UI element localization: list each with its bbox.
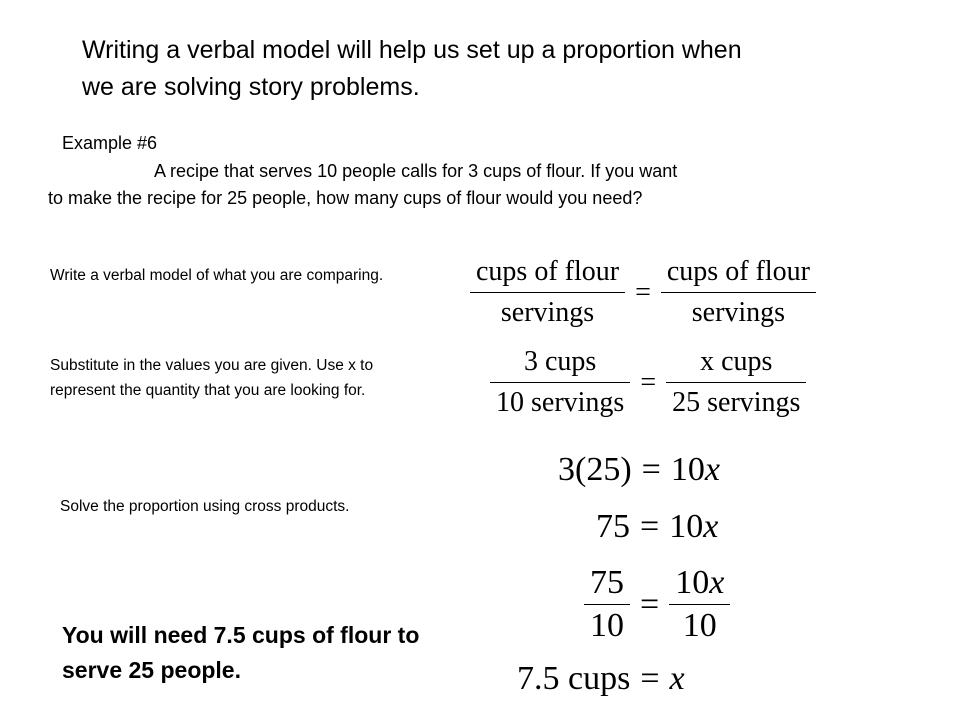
problem-line-2: to make the recipe for 25 people, how many cups of flour would you need? xyxy=(48,188,643,208)
numerator-coefficient: 10 xyxy=(675,564,710,601)
step-solve: Solve the proportion using cross products. xyxy=(60,498,350,515)
conclusion-answer: You will need 7.5 cups of flour to serve 25 people. xyxy=(62,622,420,683)
denominator: servings xyxy=(500,297,595,328)
equation-divide-both-sides xyxy=(584,565,730,644)
numerator: 3 cups xyxy=(524,346,597,377)
variable-x: x xyxy=(669,660,685,697)
variable-x: x xyxy=(709,564,725,601)
numerator: 75 xyxy=(590,564,624,601)
fraction-left xyxy=(584,565,630,644)
equals-sign: = xyxy=(641,451,661,488)
equation-right-coefficient: 10 xyxy=(670,451,705,488)
denominator: 10 xyxy=(590,607,624,644)
fraction-right xyxy=(666,345,806,420)
equation-left-side: 75 xyxy=(596,508,630,545)
numerator: cups of flour xyxy=(476,256,620,287)
equals-sign: = xyxy=(640,585,660,623)
equation-right-coefficient: 10 xyxy=(669,508,704,545)
fraction-left xyxy=(490,345,630,420)
fraction-right xyxy=(669,565,730,644)
denominator: servings xyxy=(691,297,786,328)
equals-sign: = xyxy=(635,276,651,308)
fraction-left xyxy=(470,255,625,330)
numerator xyxy=(669,565,730,604)
variable-x: x xyxy=(704,451,720,488)
variable-x: x xyxy=(703,508,719,545)
slide-title-line-2: we are solving story problems. xyxy=(82,73,420,101)
denominator: 25 servings xyxy=(672,387,801,418)
slide-title-line-1: Writing a verbal model will help us set up a proportion when xyxy=(82,36,742,64)
equals-sign: = xyxy=(640,366,657,398)
equals-sign: = xyxy=(640,660,660,697)
denominator: 10 servings xyxy=(496,387,625,418)
equation-left-side: 7.5 cups xyxy=(517,660,631,697)
step-verbal-model: Write a verbal model of what you are comparing. xyxy=(50,267,384,284)
equation-solution xyxy=(517,660,685,698)
equation-verbal-model xyxy=(470,255,816,330)
problem-line-1: A recipe that serves 10 people calls for 3 cups of flour. If you want xyxy=(154,161,678,181)
problem-statement xyxy=(48,158,888,212)
equation-simplified xyxy=(596,508,718,546)
equation-cross-products xyxy=(558,451,720,489)
denominator: 10 xyxy=(682,607,717,644)
slide-title xyxy=(82,32,882,106)
numerator: cups of flour xyxy=(666,256,810,287)
example-label: Example #6 xyxy=(62,133,158,153)
equation-substituted xyxy=(490,345,806,420)
step-substitute: Substitute in the values you are given. Use x to represent the quantity that you are looking for. xyxy=(50,357,374,399)
equation-left-side: 3(25) xyxy=(558,451,632,488)
equals-sign: = xyxy=(640,508,660,545)
numerator: x cups xyxy=(700,346,773,377)
fraction-right xyxy=(661,255,816,330)
